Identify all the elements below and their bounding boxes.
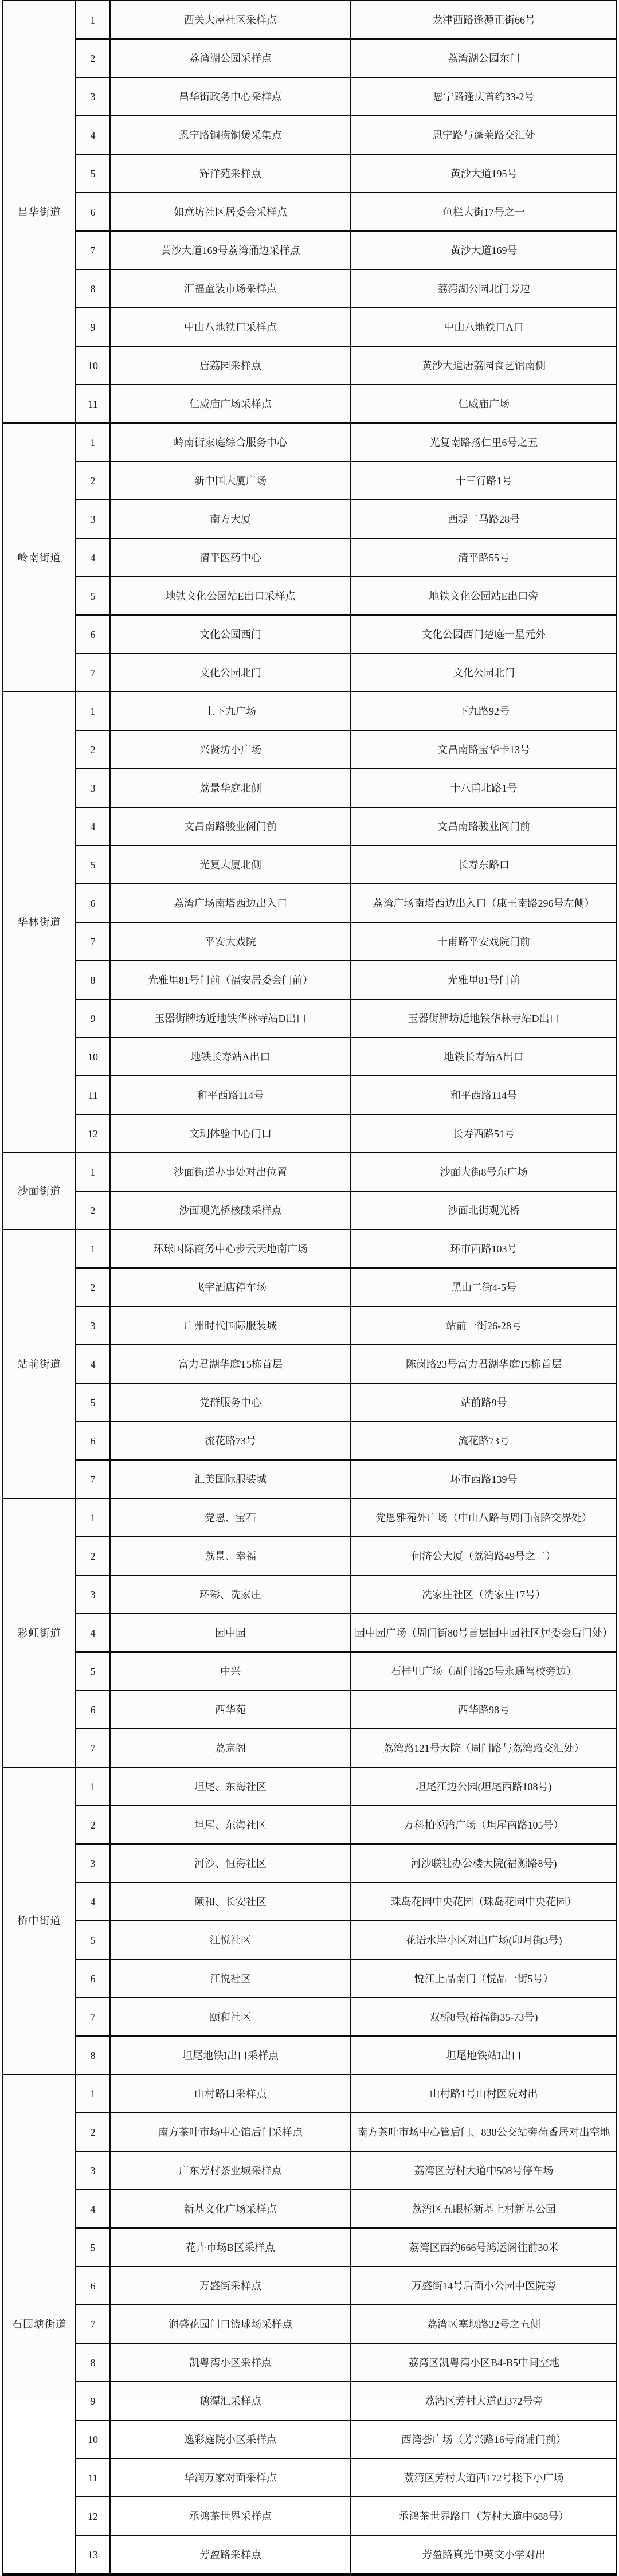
row-index-cell: 5 bbox=[76, 845, 110, 884]
row-index-cell: 3 bbox=[76, 1844, 110, 1882]
site-address-cell: 十八甫北路1号 bbox=[351, 769, 617, 807]
site-name-cell: 颐和、长安社区 bbox=[110, 1882, 351, 1921]
street-name-cell: 昌华街道 bbox=[3, 1, 76, 423]
row-index-cell: 1 bbox=[76, 2074, 110, 2113]
street-name-cell: 华林街道 bbox=[3, 692, 76, 1153]
row-index-cell: 4 bbox=[76, 538, 110, 577]
site-name-cell: 富力君湖华庭T5栋首层 bbox=[110, 1345, 351, 1383]
table-row bbox=[3, 1844, 617, 1882]
site-address-cell: 石桂里广场（周门路25号永通驾校旁边） bbox=[351, 1652, 617, 1690]
row-index-cell: 11 bbox=[76, 1076, 110, 1114]
site-name-cell: 南方茶叶市场中心馆后门采样点 bbox=[110, 2113, 351, 2151]
site-name-cell: 华润万家对面采样点 bbox=[110, 2458, 351, 2497]
site-name-cell: 中山八地铁口采样点 bbox=[110, 308, 351, 346]
site-address-cell: 鱼栏大街17号之一 bbox=[351, 193, 617, 231]
table-row bbox=[3, 308, 617, 346]
table-row bbox=[3, 2113, 617, 2151]
site-address-cell: 陈岗路23号富力君湖华庭T5栋首层 bbox=[351, 1345, 617, 1383]
site-address-cell: 坦尾江边公园(坦尾西路108号) bbox=[351, 1767, 617, 1806]
table-row bbox=[3, 116, 617, 154]
row-index-cell: 7 bbox=[76, 1729, 110, 1767]
site-address-cell: 环市西路103号 bbox=[351, 1230, 617, 1268]
site-address-cell: 荔湾广场南塔西边出入口（康王南路296号左侧） bbox=[351, 884, 617, 922]
table-row bbox=[3, 1498, 617, 1537]
site-address-cell: 万科柏悦湾广场（坦尾南路105号） bbox=[351, 1806, 617, 1844]
site-name-cell: 沙面观光桥核酸采样点 bbox=[110, 1191, 351, 1230]
row-index-cell: 7 bbox=[76, 231, 110, 269]
site-name-cell: 新基文化广场采样点 bbox=[110, 2190, 351, 2228]
row-index-cell: 5 bbox=[76, 1652, 110, 1690]
site-name-cell: 万盛街采样点 bbox=[110, 2266, 351, 2305]
site-address-cell: 站前路9号 bbox=[351, 1383, 617, 1422]
table-row bbox=[3, 2228, 617, 2266]
table-row bbox=[3, 1690, 617, 1729]
site-address-cell: 文昌南路骏业阁门前 bbox=[351, 807, 617, 845]
table-row bbox=[3, 769, 617, 807]
street-name-cell: 桥中街道 bbox=[3, 1767, 76, 2074]
site-name-cell: 荔景、幸福 bbox=[110, 1537, 351, 1575]
table-row bbox=[3, 2420, 617, 2458]
site-address-cell: 长寿西路51号 bbox=[351, 1114, 617, 1153]
site-address-cell: 中山八地铁口A口 bbox=[351, 308, 617, 346]
site-name-cell: 沙面街道办事处对出位置 bbox=[110, 1153, 351, 1191]
table-row bbox=[3, 692, 617, 730]
table-row bbox=[3, 461, 617, 500]
site-name-cell: 唐荔园采样点 bbox=[110, 346, 351, 385]
table-row bbox=[3, 193, 617, 231]
site-name-cell: 黄沙大道169号荔湾涌边采样点 bbox=[110, 231, 351, 269]
row-index-cell: 8 bbox=[76, 269, 110, 308]
site-name-cell: 文化公园西门 bbox=[110, 615, 351, 653]
row-index-cell: 1 bbox=[76, 1767, 110, 1806]
site-name-cell: 山村路口采样点 bbox=[110, 2074, 351, 2113]
site-name-cell: 如意坊社区居委会采样点 bbox=[110, 193, 351, 231]
site-address-cell: 西湾荟广场（芳兴路16号商铺门前） bbox=[351, 2420, 617, 2458]
row-index-cell: 6 bbox=[76, 884, 110, 922]
site-name-cell: 园中园 bbox=[110, 1614, 351, 1652]
site-address-cell: 芳盈路真光中英文小学对出 bbox=[351, 2535, 617, 2575]
table-row bbox=[3, 1729, 617, 1767]
site-address-cell: 长寿东路口 bbox=[351, 845, 617, 884]
table-row bbox=[3, 577, 617, 615]
row-index-cell: 5 bbox=[76, 154, 110, 193]
row-index-cell: 7 bbox=[76, 2305, 110, 2343]
site-address-cell: 荔湾区五眼桥新基上村新基公园 bbox=[351, 2190, 617, 2228]
row-index-cell: 1 bbox=[76, 423, 110, 461]
row-index-cell: 9 bbox=[76, 2382, 110, 2420]
site-name-cell: 文化公园北门 bbox=[110, 653, 351, 692]
row-index-cell: 8 bbox=[76, 2343, 110, 2382]
street-name-cell: 石围塘街道 bbox=[3, 2074, 76, 2575]
site-address-cell: 承鸿茶世界路口（芳村大道中688号） bbox=[351, 2497, 617, 2535]
site-address-cell: 园中园广场（周门街80号首层园中园社区居委会后门处） bbox=[351, 1614, 617, 1652]
sampling-points-table bbox=[2, 0, 617, 2576]
table-row bbox=[3, 1153, 617, 1191]
row-index-cell: 3 bbox=[76, 2151, 110, 2190]
table-row bbox=[3, 730, 617, 769]
site-name-cell: 昌华街政务中心采样点 bbox=[110, 77, 351, 116]
row-index-cell: 1 bbox=[76, 692, 110, 730]
site-address-cell: 荔湾湖公园东门 bbox=[351, 39, 617, 77]
site-address-cell: 十三行路1号 bbox=[351, 461, 617, 500]
row-index-cell: 10 bbox=[76, 1038, 110, 1076]
site-name-cell: 颐和社区 bbox=[110, 1998, 351, 2036]
row-index-cell: 3 bbox=[76, 77, 110, 116]
row-index-cell: 12 bbox=[76, 2497, 110, 2535]
site-address-cell: 荔湾路121号大院（周门路与荔湾路交汇处） bbox=[351, 1729, 617, 1767]
table-row bbox=[3, 269, 617, 308]
site-name-cell: 恩宁路铜捞铜煲采集点 bbox=[110, 116, 351, 154]
street-name-cell: 岭南街道 bbox=[3, 423, 76, 692]
row-index-cell: 13 bbox=[76, 2535, 110, 2575]
row-index-cell: 4 bbox=[76, 1345, 110, 1383]
table-row bbox=[3, 1767, 617, 1806]
site-name-cell: 清平医药中心 bbox=[110, 538, 351, 577]
site-name-cell: 芳盈路采样点 bbox=[110, 2535, 351, 2575]
site-address-cell: 下九路92号 bbox=[351, 692, 617, 730]
table-row bbox=[3, 2382, 617, 2420]
table-row bbox=[3, 1268, 617, 1306]
site-address-cell: 龙津西路逢源正街66号 bbox=[351, 1, 617, 39]
table-row bbox=[3, 615, 617, 653]
table-row bbox=[3, 385, 617, 423]
row-index-cell: 5 bbox=[76, 577, 110, 615]
table-row bbox=[3, 807, 617, 845]
site-address-cell: 十甫路平安戏院门前 bbox=[351, 922, 617, 961]
row-index-cell: 11 bbox=[76, 2458, 110, 2497]
row-index-cell: 3 bbox=[76, 500, 110, 538]
row-index-cell: 1 bbox=[76, 1, 110, 39]
row-index-cell: 7 bbox=[76, 922, 110, 961]
site-address-cell: 山村路1号山村医院对出 bbox=[351, 2074, 617, 2113]
table-row bbox=[3, 884, 617, 922]
table-row bbox=[3, 1652, 617, 1690]
site-address-cell: 文化公园西门楚庭一星元外 bbox=[351, 615, 617, 653]
table-row bbox=[3, 231, 617, 269]
site-name-cell: 上下九广场 bbox=[110, 692, 351, 730]
site-name-cell: 坦尾、东海社区 bbox=[110, 1767, 351, 1806]
table-row bbox=[3, 2190, 617, 2228]
row-index-cell: 5 bbox=[76, 1383, 110, 1422]
row-index-cell: 1 bbox=[76, 1230, 110, 1268]
table-row bbox=[3, 999, 617, 1038]
table-row bbox=[3, 39, 617, 77]
site-name-cell: 平安大戏院 bbox=[110, 922, 351, 961]
site-address-cell: 河沙联社办公楼大院(福源路8号) bbox=[351, 1844, 617, 1882]
table-row bbox=[3, 2343, 617, 2382]
row-index-cell: 9 bbox=[76, 308, 110, 346]
site-name-cell: 西关大屋社区采样点 bbox=[110, 1, 351, 39]
site-name-cell: 荔湾广场南塔西边出入口 bbox=[110, 884, 351, 922]
site-name-cell: 和平西路114号 bbox=[110, 1076, 351, 1114]
table-row bbox=[3, 845, 617, 884]
table-row bbox=[3, 1, 617, 39]
site-address-cell: 西华路98号 bbox=[351, 1690, 617, 1729]
table-row bbox=[3, 2458, 617, 2497]
table-row bbox=[3, 77, 617, 116]
table-row bbox=[3, 2036, 617, 2074]
row-index-cell: 2 bbox=[76, 1806, 110, 1844]
table-row bbox=[3, 538, 617, 577]
row-index-cell: 2 bbox=[76, 730, 110, 769]
table-row bbox=[3, 2497, 617, 2535]
site-address-cell: 荔湾区西约666号鸿运阁往前30米 bbox=[351, 2228, 617, 2266]
row-index-cell: 11 bbox=[76, 385, 110, 423]
site-name-cell: 光复大厦北侧 bbox=[110, 845, 351, 884]
site-address-cell: 玉器街牌坊近地铁华林寺站D出口 bbox=[351, 999, 617, 1038]
row-index-cell: 2 bbox=[76, 1191, 110, 1230]
table-row bbox=[3, 2266, 617, 2305]
table-row bbox=[3, 1191, 617, 1230]
row-index-cell: 2 bbox=[76, 461, 110, 500]
site-name-cell: 承鸿茶世界采样点 bbox=[110, 2497, 351, 2535]
site-name-cell: 兴贤坊小广场 bbox=[110, 730, 351, 769]
site-name-cell: 逸彩庭院小区采样点 bbox=[110, 2420, 351, 2458]
site-name-cell: 新中国大厦广场 bbox=[110, 461, 351, 500]
site-name-cell: 岭南街家庭综合服务中心 bbox=[110, 423, 351, 461]
site-name-cell: 江悦社区 bbox=[110, 1921, 351, 1959]
site-address-cell: 万盛街14号后面小公园中医院旁 bbox=[351, 2266, 617, 2305]
site-name-cell: 党恩、宝石 bbox=[110, 1498, 351, 1537]
row-index-cell: 6 bbox=[76, 1959, 110, 1998]
site-name-cell: 党群服务中心 bbox=[110, 1383, 351, 1422]
table-row bbox=[3, 1306, 617, 1345]
site-address-cell: 西堤二马路28号 bbox=[351, 500, 617, 538]
row-index-cell: 2 bbox=[76, 39, 110, 77]
table-row bbox=[3, 2305, 617, 2343]
site-address-cell: 花语水岸小区对出广场(印月街3号) bbox=[351, 1921, 617, 1959]
site-address-cell: 光雅里81号门前 bbox=[351, 961, 617, 999]
site-name-cell: 汇美国际服装城 bbox=[110, 1460, 351, 1498]
site-address-cell: 黄沙大道195号 bbox=[351, 154, 617, 193]
site-address-cell: 荔湾区凯粤湾小区B4-B5中间空地 bbox=[351, 2343, 617, 2382]
site-address-cell: 沙面北街观光桥 bbox=[351, 1191, 617, 1230]
site-address-cell: 环市西路139号 bbox=[351, 1460, 617, 1498]
site-name-cell: 辉洋苑采样点 bbox=[110, 154, 351, 193]
street-name-cell: 沙面街道 bbox=[3, 1153, 76, 1230]
site-name-cell: 坦尾地铁I出口采样点 bbox=[110, 2036, 351, 2074]
row-index-cell: 6 bbox=[76, 615, 110, 653]
site-name-cell: 玉器街牌坊近地铁华林寺站D出口 bbox=[110, 999, 351, 1038]
site-name-cell: 光雅里81号门前（福安居委会门前） bbox=[110, 961, 351, 999]
row-index-cell: 7 bbox=[76, 1460, 110, 1498]
row-index-cell: 6 bbox=[76, 1690, 110, 1729]
site-address-cell: 仁威庙广场 bbox=[351, 385, 617, 423]
table-row bbox=[3, 1076, 617, 1114]
table-row bbox=[3, 1537, 617, 1575]
table-row bbox=[3, 2151, 617, 2190]
site-address-cell: 地铁长寿站A出口 bbox=[351, 1038, 617, 1076]
site-name-cell: 广东芳村茶业城采样点 bbox=[110, 2151, 351, 2190]
site-address-cell: 荔湾区塞坝路32号之五侧 bbox=[351, 2305, 617, 2343]
site-name-cell: 荔景华庭北侧 bbox=[110, 769, 351, 807]
site-name-cell: 飞宇酒店停车场 bbox=[110, 1268, 351, 1306]
site-address-cell: 荔湾区芳村大道西172号楼下小广场 bbox=[351, 2458, 617, 2497]
row-index-cell: 10 bbox=[76, 2420, 110, 2458]
table-row bbox=[3, 500, 617, 538]
site-address-cell: 南方茶叶市场中心管后门、838公交站旁荷香居对出空地 bbox=[351, 2113, 617, 2151]
street-name-cell: 彩虹街道 bbox=[3, 1498, 76, 1767]
table-row bbox=[3, 2074, 617, 2113]
table-row bbox=[3, 423, 617, 461]
site-address-cell: 荔湾区芳村大道西372号旁 bbox=[351, 2382, 617, 2420]
table-row bbox=[3, 1959, 617, 1998]
row-index-cell: 8 bbox=[76, 961, 110, 999]
site-address-cell: 冼家庄社区（冼家庄17号） bbox=[351, 1575, 617, 1614]
row-index-cell: 3 bbox=[76, 769, 110, 807]
table-row bbox=[3, 1882, 617, 1921]
site-address-cell: 沙面大街8号东广场 bbox=[351, 1153, 617, 1191]
row-index-cell: 12 bbox=[76, 1114, 110, 1153]
site-name-cell: 河沙、恒海社区 bbox=[110, 1844, 351, 1882]
table-row bbox=[3, 346, 617, 385]
row-index-cell: 10 bbox=[76, 346, 110, 385]
site-address-cell: 流花路73号 bbox=[351, 1422, 617, 1460]
row-index-cell: 2 bbox=[76, 1268, 110, 1306]
site-name-cell: 荔湾湖公园采样点 bbox=[110, 39, 351, 77]
site-address-cell: 和平西路114号 bbox=[351, 1076, 617, 1114]
table-body bbox=[3, 1, 617, 2575]
street-name-cell: 站前街道 bbox=[3, 1230, 76, 1498]
table-row bbox=[3, 1575, 617, 1614]
site-address-cell: 光复南路扬仁里6号之五 bbox=[351, 423, 617, 461]
site-address-cell: 恩宁路逢庆首约33-2号 bbox=[351, 77, 617, 116]
row-index-cell: 5 bbox=[76, 2228, 110, 2266]
table-row bbox=[3, 1383, 617, 1422]
site-name-cell: 仁威庙广场采样点 bbox=[110, 385, 351, 423]
row-index-cell: 2 bbox=[76, 2113, 110, 2151]
table-row bbox=[3, 961, 617, 999]
site-address-cell: 荔湾湖公园北门旁边 bbox=[351, 269, 617, 308]
site-name-cell: 流花路73号 bbox=[110, 1422, 351, 1460]
site-address-cell: 荔湾区芳村大道中508号停车场 bbox=[351, 2151, 617, 2190]
row-index-cell: 3 bbox=[76, 1306, 110, 1345]
site-name-cell: 汇福童装市场采样点 bbox=[110, 269, 351, 308]
site-name-cell: 环球国际商务中心步云天地南广场 bbox=[110, 1230, 351, 1268]
site-name-cell: 鹅潭汇采样点 bbox=[110, 2382, 351, 2420]
row-index-cell: 4 bbox=[76, 807, 110, 845]
row-index-cell: 4 bbox=[76, 1614, 110, 1652]
site-name-cell: 润盛花园门口篮球场采样点 bbox=[110, 2305, 351, 2343]
site-address-cell: 黄沙大道唐荔园食艺馆南侧 bbox=[351, 346, 617, 385]
row-index-cell: 1 bbox=[76, 1153, 110, 1191]
table-row bbox=[3, 154, 617, 193]
row-index-cell: 7 bbox=[76, 653, 110, 692]
row-index-cell: 6 bbox=[76, 2266, 110, 2305]
site-address-cell: 党恩雅苑外广场（中山八路与周门南路交界处） bbox=[351, 1498, 617, 1537]
table-row bbox=[3, 1921, 617, 1959]
site-address-cell: 站前一街26-28号 bbox=[351, 1306, 617, 1345]
row-index-cell: 5 bbox=[76, 1921, 110, 1959]
site-address-cell: 清平路55号 bbox=[351, 538, 617, 577]
table-row bbox=[3, 2535, 617, 2575]
row-index-cell: 2 bbox=[76, 1537, 110, 1575]
table-row bbox=[3, 1422, 617, 1460]
row-index-cell: 8 bbox=[76, 2036, 110, 2074]
table-row bbox=[3, 653, 617, 692]
site-name-cell: 中兴 bbox=[110, 1652, 351, 1690]
row-index-cell: 7 bbox=[76, 1998, 110, 2036]
site-address-cell: 黄沙大道169号 bbox=[351, 231, 617, 269]
row-index-cell: 3 bbox=[76, 1575, 110, 1614]
site-name-cell: 南方大厦 bbox=[110, 500, 351, 538]
site-name-cell: 凯粤湾小区采样点 bbox=[110, 2343, 351, 2382]
site-name-cell: 西华苑 bbox=[110, 1690, 351, 1729]
site-address-cell: 坦尾地铁站I出口 bbox=[351, 2036, 617, 2074]
site-name-cell: 广州时代国际服装城 bbox=[110, 1306, 351, 1345]
site-name-cell: 地铁长寿站A出口 bbox=[110, 1038, 351, 1076]
site-name-cell: 江悦社区 bbox=[110, 1959, 351, 1998]
table-row bbox=[3, 1038, 617, 1076]
site-name-cell: 地铁文化公园站E出口采样点 bbox=[110, 577, 351, 615]
table-row bbox=[3, 1230, 617, 1268]
row-index-cell: 1 bbox=[76, 1498, 110, 1537]
row-index-cell: 4 bbox=[76, 1882, 110, 1921]
site-address-cell: 双桥8号(裕福街35-73号) bbox=[351, 1998, 617, 2036]
row-index-cell: 9 bbox=[76, 999, 110, 1038]
table-row bbox=[3, 922, 617, 961]
table-row bbox=[3, 1460, 617, 1498]
site-address-cell: 文昌南路宝华卡13号 bbox=[351, 730, 617, 769]
row-index-cell: 6 bbox=[76, 1422, 110, 1460]
site-address-cell: 悦江上品南门（悦品一街5号） bbox=[351, 1959, 617, 1998]
site-name-cell: 环彩、冼家庄 bbox=[110, 1575, 351, 1614]
site-name-cell: 花卉市场B区采样点 bbox=[110, 2228, 351, 2266]
site-name-cell: 坦尾、东海社区 bbox=[110, 1806, 351, 1844]
table-row bbox=[3, 1345, 617, 1383]
site-address-cell: 珠岛花园中央花园（珠岛花园中央花园） bbox=[351, 1882, 617, 1921]
site-address-cell: 恩宁路与蓬莱路交汇处 bbox=[351, 116, 617, 154]
site-name-cell: 文玥体验中心门口 bbox=[110, 1114, 351, 1153]
site-address-cell: 何济公大厦（荔湾路49号之二） bbox=[351, 1537, 617, 1575]
row-index-cell: 4 bbox=[76, 116, 110, 154]
table-row bbox=[3, 1614, 617, 1652]
site-name-cell: 荔京阁 bbox=[110, 1729, 351, 1767]
site-name-cell: 文昌南路骏业阁门前 bbox=[110, 807, 351, 845]
table-row bbox=[3, 1114, 617, 1153]
table-row bbox=[3, 1806, 617, 1844]
table-row bbox=[3, 1998, 617, 2036]
site-address-cell: 黑山二街4-5号 bbox=[351, 1268, 617, 1306]
site-address-cell: 地铁文化公园站E出口旁 bbox=[351, 577, 617, 615]
row-index-cell: 4 bbox=[76, 2190, 110, 2228]
site-address-cell: 文化公园北门 bbox=[351, 653, 617, 692]
row-index-cell: 6 bbox=[76, 193, 110, 231]
